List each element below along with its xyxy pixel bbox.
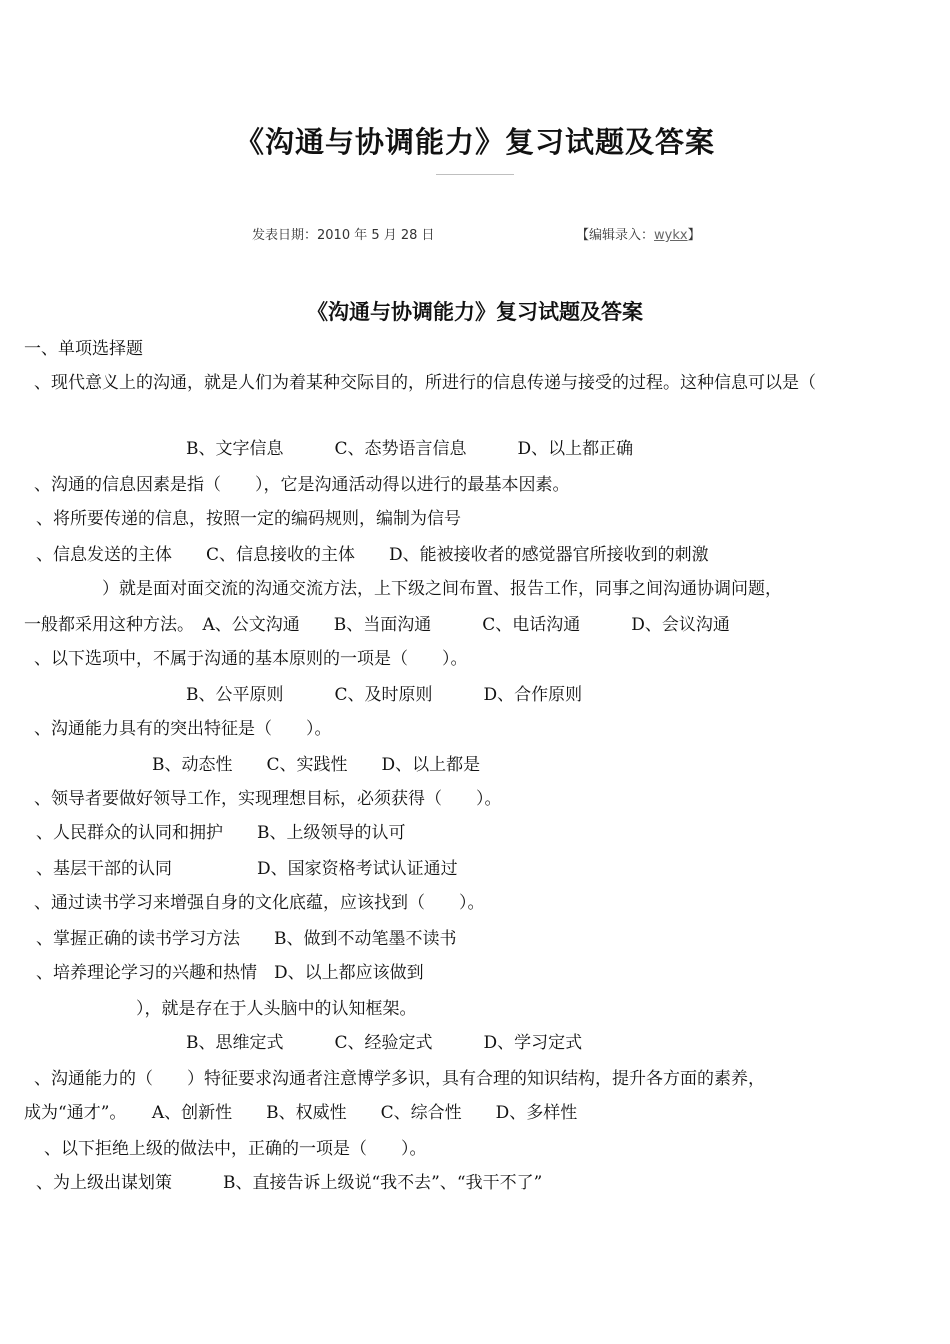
option-line: 、将所要传递的信息，按照一定的编码规则，编制为信号 <box>36 509 461 529</box>
question-line: 、以下拒绝上级的做法中，正确的一项是（ ）。 <box>44 1139 427 1159</box>
option-line: B、文字信息 C、态势语言信息 D、以上都正确 <box>186 439 634 459</box>
question-line: 、沟通能力的（ ）特征要求沟通者注意博学多识，具有合理的知识结构，提升各方面的素养， <box>34 1069 765 1089</box>
option-line: 、掌握正确的读书学习方法 B、做到不动笔墨不读书 <box>36 929 457 949</box>
option-line: B、公平原则 C、及时原则 D、合作原则 <box>186 685 583 705</box>
section-heading: 一、单项选择题 <box>24 339 143 359</box>
option-line: 、基层干部的认同 D、国家资格考试认证通过 <box>36 859 458 879</box>
question-line: 、通过读书学习来增强自身的文化底蕴，应该找到（ ）。 <box>34 893 485 913</box>
option-line: 、人民群众的认同和拥护 B、上级领导的认可 <box>36 823 406 843</box>
option-line: B、动态性 C、实践性 D、以上都是 <box>152 755 481 775</box>
question-line: ），就是存在于人头脑中的认知框架。 <box>136 999 417 1019</box>
option-line: 、信息发送的主体 C、信息接收的主体 D、能被接收者的感觉器官所接收到的刺激 <box>36 545 709 565</box>
publish-date <box>252 224 435 243</box>
option-line: 成为“通才”。 A、创新性 B、权威性 C、综合性 D、多样性 <box>24 1103 578 1123</box>
editor-link[interactable]: wykx <box>654 228 688 243</box>
question-line: 、沟通能力具有的突出特征是（ ）。 <box>34 719 332 739</box>
question-line: 、以下选项中，不属于沟通的基本原则的一项是（ ）。 <box>34 649 468 669</box>
option-line: 一般都采用这种方法。 A、公文沟通 B、当面沟通 C、电话沟通 D、会议沟通 <box>24 615 730 635</box>
question-line: 、领导者要做好领导工作，实现理想目标，必须获得（ ）。 <box>34 789 502 809</box>
question-line: 、沟通的信息因素是指（ ），它是沟通活动得以进行的最基本因素。 <box>34 475 570 495</box>
option-line: 、为上级出谋划策 B、直接告诉上级说“我不去”、“我干不了” <box>36 1173 543 1193</box>
editor-suffix: 】 <box>687 228 701 243</box>
question-line: ）就是面对面交流的沟通交流方法，上下级之间布置、报告工作，同事之间沟通协调问题， <box>102 579 782 599</box>
article-subtitle: 《沟通与协调能力》复习试题及答案 <box>307 299 643 324</box>
editor-prefix: 【编辑录入： <box>576 228 655 243</box>
page-title: 《沟通与协调能力》复习试题及答案 <box>234 125 715 159</box>
option-line: 、培养理论学习的兴趣和热情 D、以上都应该做到 <box>36 963 424 983</box>
title-divider <box>436 174 514 175</box>
editor-info <box>576 224 701 243</box>
question-line: 、现代意义上的沟通，就是人们为着某种交际目的，所进行的信息传递与接受的过程。这种信息可以是（ <box>34 373 816 393</box>
publish-date-text: 发表日期：2010 年 5 月 28 日 <box>252 228 435 243</box>
option-line: B、思维定式 C、经验定式 D、学习定式 <box>186 1033 583 1053</box>
